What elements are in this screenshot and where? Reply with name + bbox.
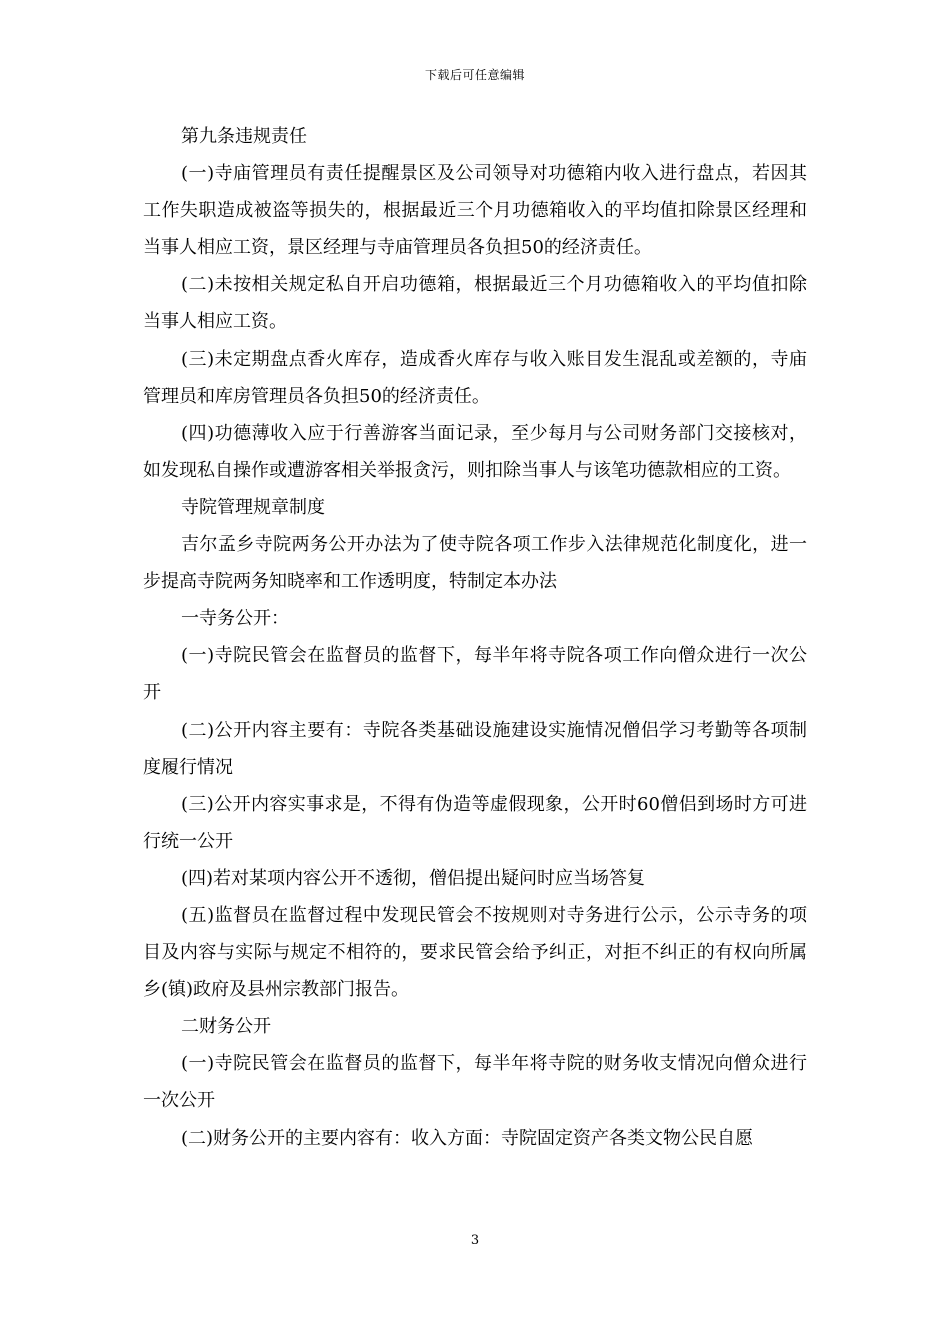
paragraph: 吉尔孟乡寺院两务公开办法为了使寺院各项工作步入法律规范化制度化，进一步提高寺院两务知晓率和工作透明度，特制定本办法 <box>143 534 807 593</box>
paragraph: (二)公开内容主要有：寺院各类基础设施建设实施情况僧侣学习考勤等各项制度履行情况 <box>143 719 807 778</box>
section-heading: 二财务公开 <box>181 1016 271 1038</box>
paragraph: (二)未按相关规定私自开启功德箱，根据最近三个月功德箱收入的平均值扣除当事人相应工资。 <box>143 274 807 333</box>
page-header: 下载后可任意编辑 <box>424 68 525 82</box>
section-heading: 寺院管理规章制度 <box>181 496 325 518</box>
paragraph: 第九条违规责任 <box>181 126 307 147</box>
paragraph: (二)财务公开的主要内容有：收入方面：寺院固定资产各类文物公民自愿 <box>181 1127 754 1149</box>
paragraph: (一)寺庙管理员有责任提醒景区及公司领导对功德箱内收入进行盘点，若因其工作失职造成被盗等损失的，根据最近三个月功德箱收入的平均值扣除景区经理和当事人相应工资，景区经理与寺庙管理员各负担50的经济责任。 <box>143 163 807 259</box>
page-number: 3 <box>470 1233 480 1248</box>
paragraph: (四)若对某项内容公开不透彻，僧侣提出疑问时应当场答复 <box>181 867 646 889</box>
section-heading: 一寺务公开： <box>181 608 289 630</box>
document-body <box>143 118 807 1157</box>
paragraph: (一)寺院民管会在监督员的监督下，每半年将寺院的财务收支情况向僧众进行一次公开 <box>143 1053 807 1112</box>
paragraph: (三)未定期盘点香火库存，造成香火库存与收入账目发生混乱或差额的，寺庙管理员和库房管理员各负担50的经济责任。 <box>143 348 807 407</box>
paragraph: (一)寺院民管会在监督员的监督下，每半年将寺院各项工作向僧众进行一次公开 <box>143 645 807 704</box>
paragraph: (五)监督员在监督过程中发现民管会不按规则对寺务进行公示，公示寺务的项目及内容与实际与规定不相符的，要求民管会给予纠正，对拒不纠正的有权向所属乡(镇)政府及县州宗教部门报告。 <box>143 904 807 1001</box>
paragraph: (三)公开内容实事求是，不得有伪造等虚假现象，公开时60僧侣到场时方可进行统一公开 <box>143 793 807 852</box>
paragraph: (四)功德薄收入应于行善游客当面记录，至少每月与公司财务部门交接核对，如发现私自操作或遭游客相关举报贪污，则扣除当事人与该笔功德款相应的工资。 <box>143 422 807 481</box>
